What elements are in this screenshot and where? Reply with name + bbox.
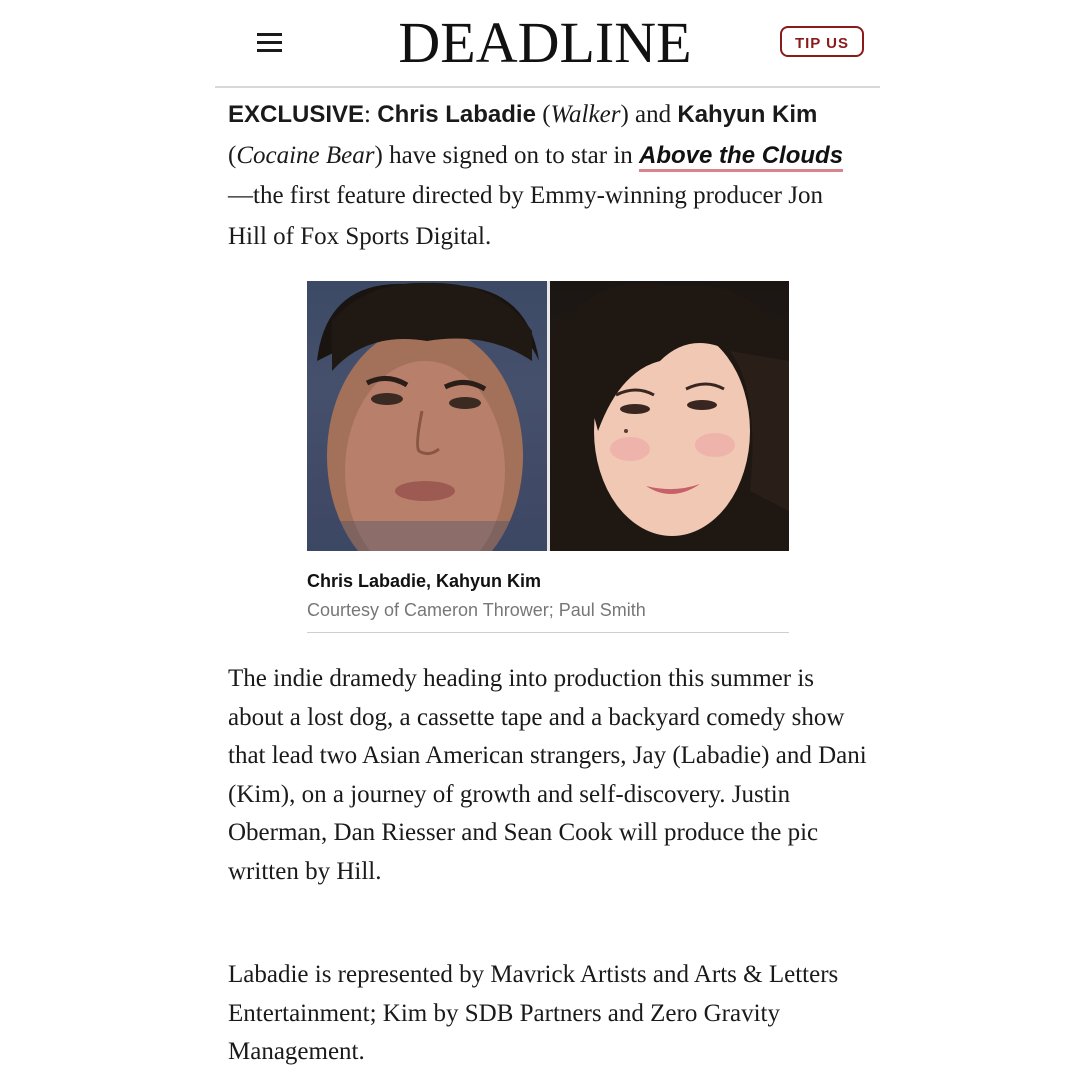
- tip-us-button[interactable]: TIP US: [780, 26, 864, 57]
- lead-text: (: [228, 141, 237, 169]
- site-header: [215, 0, 880, 88]
- photo-caption-credit: Courtesy of Cameron Thrower; Paul Smith: [307, 600, 646, 620]
- portrait-woman-image: [550, 281, 789, 551]
- body-paragraph-2: Labadie is represented by Mavrick Artists and Arts & Letters Entertainment; Kim by SDB Partners and Zero Gravity Management.: [228, 961, 839, 1065]
- caption-divider: [307, 632, 789, 633]
- exclusive-label: EXCLUSIVE: [228, 101, 365, 128]
- photo-caption-name: Chris Labadie, Kahyun Kim: [307, 571, 542, 591]
- photo-chris-labadie: [307, 281, 547, 551]
- actor-name: Kahyun Kim: [677, 101, 818, 128]
- lead-text: (: [535, 101, 551, 128]
- site-logo[interactable]: DEADLINE: [398, 10, 692, 75]
- hamburger-menu-icon[interactable]: [255, 30, 285, 56]
- film-title-link[interactable]: Above the Clouds: [639, 142, 843, 172]
- menu-line: [257, 49, 282, 52]
- credit-title: Cocaine Bear: [236, 141, 375, 169]
- credit-title: Walker: [550, 101, 621, 128]
- lead-text: ) and: [620, 101, 678, 128]
- portrait-man-image: [307, 281, 547, 551]
- lead-text: :: [364, 101, 378, 128]
- photo-kahyun-kim: [550, 281, 789, 551]
- menu-line: [257, 41, 282, 44]
- cast-photo: [307, 281, 789, 551]
- menu-line: [257, 33, 282, 36]
- body-paragraph-1: The indie dramedy heading into production this summer is about a lost dog, a cassette tape and a backyard comedy show that lead two Asian American strangers, Jay (Labadie) and Dani (Kim), on a journey of growth and self-discovery. Justin Oberman, Dan Riesser and Sean Cook will produce the pic written by Hill.: [228, 665, 867, 885]
- lead-text: —the first feature directed by Emmy-winning producer Jon Hill of Fox Sports Digital.: [228, 182, 823, 250]
- actor-name: Chris Labadie: [377, 101, 536, 128]
- lead-paragraph: [228, 95, 868, 257]
- lead-text: ) have signed on to star in: [374, 141, 640, 169]
